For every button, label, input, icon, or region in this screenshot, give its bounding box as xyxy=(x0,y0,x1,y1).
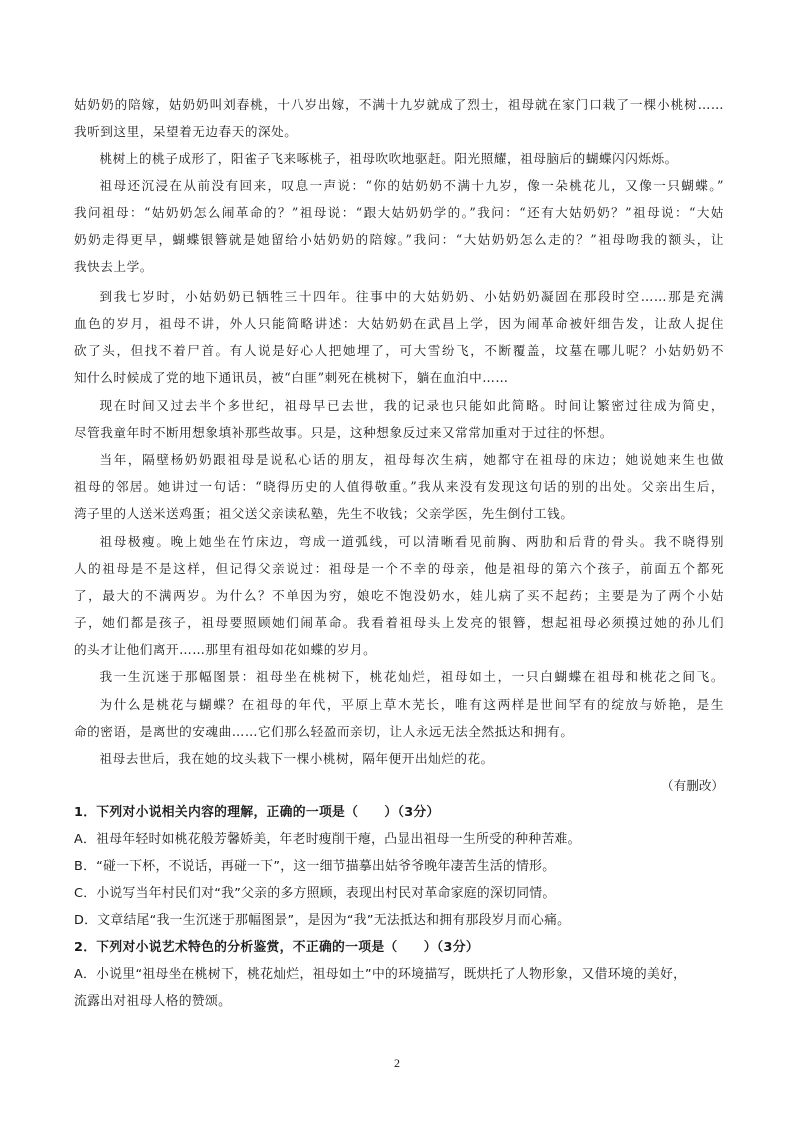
passage-line: 祖母去世后，我在她的坟头栽下一棵小桃树，隔年便开出灿烂的花。 xyxy=(99,751,494,766)
passage-line: 我问祖母：“姑奶奶怎么闹革命的？”祖母说：“跟大姑奶奶学的。”我问：“还有大姑奶奶？”祖母说：“大姑 xyxy=(74,205,724,220)
passage-line: 砍了头，但找不着尸首。有人说是好心人把她埋了，可大雪纷飞，不断覆盖，坟墓在哪儿呢？小姑奶奶不 xyxy=(74,343,724,358)
page-number: 2 xyxy=(394,1056,400,1070)
question-1-option-a: A．祖母年轻时如桃花般芳馨娇美，年老时瘦削干瘪，凸显出祖母一生所受的种种苦难。 xyxy=(74,832,581,847)
passage-line: 我快去上学。 xyxy=(74,259,153,274)
passage-line: 现在时间又过去半个多世纪，祖母早已去世，我的记录也只能如此简略。时间让繁密过往成为简史， xyxy=(99,398,724,413)
question-2-option-a-cont: 流露出对祖母人格的赞颂。 xyxy=(74,994,232,1009)
question-2-option-a: A．小说里“祖母坐在桃树下，桃花灿烂，祖母如土”中的环境描写，既烘托了人物形象，又借环境的美好， xyxy=(74,967,687,982)
passage-line: 为什么是桃花与蝴蝶？在祖母的年代，平原上草木芜长，唯有这两样是世间罕有的绽放与娇艳，是生 xyxy=(99,697,724,712)
passage-line: 祖母极瘦。晚上她坐在竹床边，弯成一道弧线，可以清晰看见前胸、两肋和后背的骨头。我不晓得别 xyxy=(99,534,724,549)
passage-line: 祖母还沉浸在从前没有回来，叹息一声说：“你的姑奶奶不满十九岁，像一朵桃花儿，又像一只蝴蝶。” xyxy=(99,178,724,193)
passage-line: 命的密语，是离世的安魂曲……它们那么轻盈而亲切，让人永远无法全然抵达和拥有。 xyxy=(74,724,574,739)
question-1-option-d: D．文章结尾“我一生沉迷于那幅图景”，是因为“我”无法抵达和拥有那段岁月而心痛。 xyxy=(74,913,571,928)
question-1-stem: 1．下列对小说相关内容的理解，正确的一项是（ ）（3分） xyxy=(74,805,440,820)
passage-line: 子，她们都是孩子，祖母要照顾她们闹革命。我看着祖母头上发亮的银簪，想起祖母必须摸过她的孙儿们 xyxy=(74,615,724,630)
passage-line: 祖母的邻居。她讲过一句话：“晓得历史的人值得敬重。”我从来没有发现这句话的别的出处。父亲出生后， xyxy=(74,479,724,494)
passage-line: 人的祖母是不是这样，但记得父亲说过：祖母是一个不幸的母亲，他是祖母的第六个孩子，前面五个都死 xyxy=(74,561,724,576)
passage-line: 尽管我童年时不断用想象填补那些故事。只是，这种想象反过来又常常加重对于过往的怀想。 xyxy=(74,425,613,440)
question-2-stem: 2．下列对小说艺术特色的分析鉴赏，不正确的一项是（ ）（3分） xyxy=(74,940,479,955)
passage-line: 血色的岁月，祖母不讲，外人只能简略讲述：大姑奶奶在武昌上学，因为闹革命被奸细告发，让敌人捉住 xyxy=(74,316,724,331)
passage-line: 当年，隔壁杨奶奶跟祖母是说私心话的朋友，祖母每次生病，她都守在祖母的床边；她说她来生也做 xyxy=(99,452,724,467)
passage-line: 奶奶走得更早，蝴蝶银簪就是她留给小姑奶奶的陪嫁。”我问：“大姑奶奶怎么走的？”祖母吻我的额头，让 xyxy=(74,232,724,247)
passage-line: 湾子里的人送米送鸡蛋；祖父送父亲读私塾，先生不收钱；父亲学医，先生倒付工钱。 xyxy=(74,506,574,521)
passage-line: 我一生沉迷于那幅图景：祖母坐在桃树下，桃花灿烂，祖母如土，一只白蝴蝶在祖母和桃花之间飞。 xyxy=(99,669,724,684)
passage-line: 的头才让他们离开……那里有祖母如花如蝶的岁月。 xyxy=(74,642,377,657)
question-1-option-b: B．“碰一下杯，不说话，再碰一下”，这一细节描摹出姑爷爷晚年凄苦生活的情形。 xyxy=(74,859,556,874)
passage-line: 了，最大的不满两岁。为什么？不单因为穷，娘吃不饱没奶水，娃儿病了买不起药；主要是为了两个小姑 xyxy=(74,588,724,603)
passage-line: 知什么时候成了党的地下通讯员，被“白匪”刺死在桃树下，躺在血泊中…… xyxy=(74,370,509,385)
passage-line: 我听到这里，呆望着无边春天的深处。 xyxy=(74,124,298,139)
question-1-option-c: C．小说写当年村民们对“我”父亲的多方照顾，表现出村民对革命家庭的深切同情。 xyxy=(74,886,556,901)
passage-line: 姑奶奶的陪嫁，姑奶奶叫刘春桃，十八岁出嫁，不满十九岁就成了烈士，祖母就在家门口栽了一棵小桃树…… xyxy=(74,97,724,112)
passage-line: 桃树上的桃子成形了，阳雀子飞来啄桃子，祖母吹吹地驱赶。阳光照耀，祖母脑后的蝴蝶闪闪烁烁。 xyxy=(99,151,678,166)
passage-line: 到我七岁时，小姑奶奶已牺牲三十四年。往事中的大姑奶奶、小姑奶奶凝固在那段时空……那是充满 xyxy=(99,289,724,304)
source-note: （有删改） xyxy=(661,778,724,793)
